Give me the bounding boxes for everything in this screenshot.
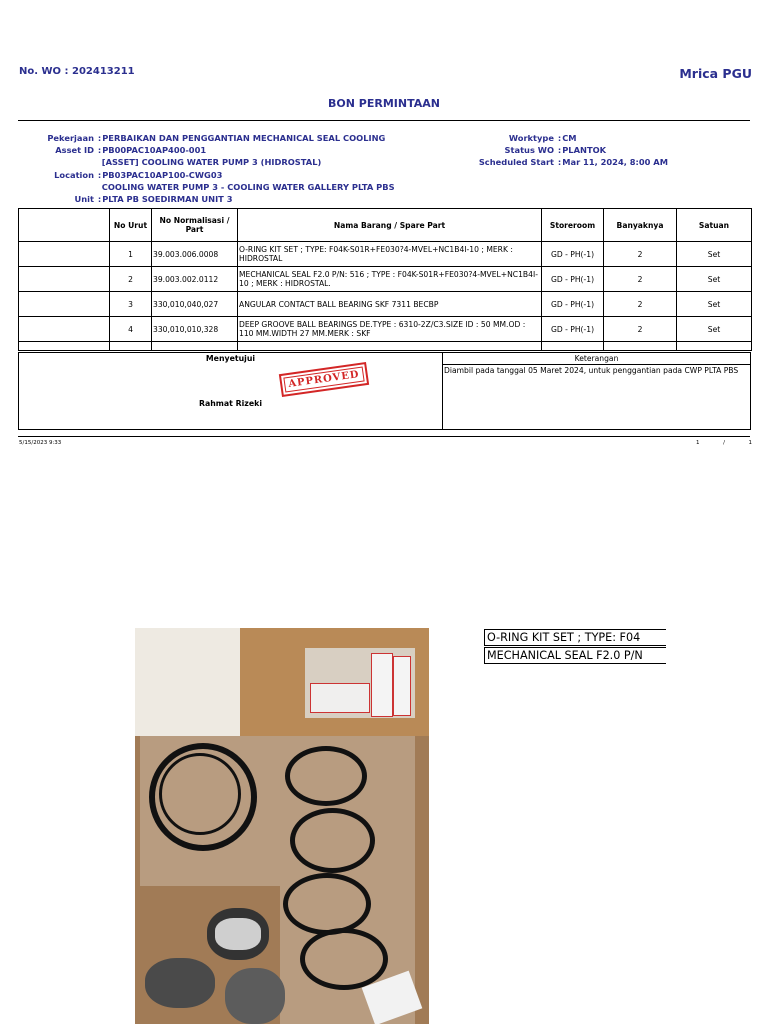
- cell-part: 39.003.006.0008: [152, 242, 238, 267]
- cell-unit: Set: [677, 317, 752, 342]
- meta-pekerjaan: Pekerjaan :PERBAIKAN DAN PENGGANTIAN MECHANICAL SEAL COOLING: [47, 133, 386, 143]
- header-blank: [19, 209, 110, 242]
- cell-store: GD - PH(-1): [542, 242, 604, 267]
- meta-asset-id: Asset ID :PB00PAC10AP400-001: [55, 145, 207, 155]
- header-nama-barang: Nama Barang / Spare Part: [238, 209, 542, 242]
- zoom-line-2: MECHANICAL SEAL F2.0 P/N: [484, 647, 666, 664]
- table-row: [19, 317, 752, 342]
- cell-part: 330,010,010,328: [152, 317, 238, 342]
- header-satuan: Satuan: [677, 209, 752, 242]
- header-no-urut: No Urut: [110, 209, 152, 242]
- meta-scheduled-start: Scheduled Start :Mar 11, 2024, 8:00 AM: [478, 157, 668, 167]
- table-spacer-row: [19, 342, 752, 351]
- header-banyaknya: Banyaknya: [604, 209, 677, 242]
- cell-no: 3: [110, 292, 152, 317]
- table-row: [19, 292, 752, 317]
- page-total: 1: [748, 440, 752, 446]
- header-no-normalisasi: No Normalisasi / Part: [152, 209, 238, 242]
- meta-unit: Unit :PLTA PB SOEDIRMAN UNIT 3: [74, 194, 233, 204]
- cell-part: 330,010,040,027: [152, 292, 238, 317]
- spare-parts-photo: [135, 628, 429, 1024]
- cell-qty: 2: [604, 242, 677, 267]
- notes-box: [442, 352, 751, 430]
- wo-number: No. WO : 202413211: [19, 66, 135, 77]
- footer-date: 5/15/2023 9:33: [19, 440, 62, 446]
- zoom-line-1: O-RING KIT SET ; TYPE: F04: [484, 629, 666, 646]
- table-row: [19, 242, 752, 267]
- footer-divider: [18, 436, 750, 437]
- cell-no: 2: [110, 267, 152, 292]
- meta-worktype: Worktype :CM: [508, 133, 577, 143]
- cell-store: GD - PH(-1): [542, 292, 604, 317]
- table-row: [19, 267, 752, 292]
- table-header-row: [19, 209, 752, 242]
- meta-location-name: COOLING WATER PUMP 3 - COOLING WATER GALLERY PLTA PBS: [101, 182, 395, 192]
- approver-name: Rahmat Rizeki: [198, 399, 262, 408]
- approved-stamp: APPROVED: [279, 362, 369, 397]
- cell-qty: 2: [604, 317, 677, 342]
- cell-part: 39.003.002.0112: [152, 267, 238, 292]
- cell-unit: Set: [677, 267, 752, 292]
- cell-qty: 2: [604, 267, 677, 292]
- cell-unit: Set: [677, 292, 752, 317]
- cell-store: GD - PH(-1): [542, 317, 604, 342]
- cell-store: GD - PH(-1): [542, 267, 604, 292]
- header-storeroom: Storeroom: [542, 209, 604, 242]
- header-divider: [18, 120, 750, 121]
- approval-title: Menyetujui: [205, 354, 256, 363]
- spare-part-table: [18, 208, 752, 351]
- page-slash: /: [723, 440, 725, 446]
- meta-location: Location :PB03PAC10AP100-CWG03: [54, 170, 223, 180]
- cell-name: DEEP GROOVE BALL BEARINGS DE.TYPE : 6310-2Z/C3.SIZE ID : 50 MM.OD : 110 MM.WIDTH 27 MM.MERK : SKF: [238, 317, 542, 342]
- cell-name: ANGULAR CONTACT BALL BEARING SKF 7311 BECBP: [238, 292, 542, 317]
- company-name: Mrica PGU: [679, 66, 752, 81]
- notes-text: Diambil pada tanggal 05 Maret 2024, untuk penggantian pada CWP PLTA PBS: [444, 366, 739, 375]
- cell-name: O-RING KIT SET ; TYPE: F04K-S01R+FE030?4-MVEL+NC1B4I-10 ; MERK : HIDROSTAL: [238, 242, 542, 267]
- cell-name: MECHANICAL SEAL F2.0 P/N: 516 ; TYPE : F04K-S01R+FE030?4-MVEL+NC1B4I-10 ; MERK : HIDROSTAL.: [238, 267, 542, 292]
- approval-box: [18, 352, 443, 430]
- cell-no: 4: [110, 317, 152, 342]
- cell-qty: 2: [604, 292, 677, 317]
- zoom-snippet: [484, 628, 666, 665]
- footer-page: [696, 440, 752, 446]
- meta-asset-name: [ASSET] COOLING WATER PUMP 3 (HIDROSTAL): [101, 157, 322, 167]
- notes-title: Keterangan: [443, 353, 750, 365]
- cell-no: 1: [110, 242, 152, 267]
- page-current: 1: [696, 440, 700, 446]
- meta-status-wo: Status WO :PLANTOK: [504, 145, 607, 155]
- cell-unit: Set: [677, 242, 752, 267]
- document-title: BON PERMINTAAN: [328, 97, 440, 110]
